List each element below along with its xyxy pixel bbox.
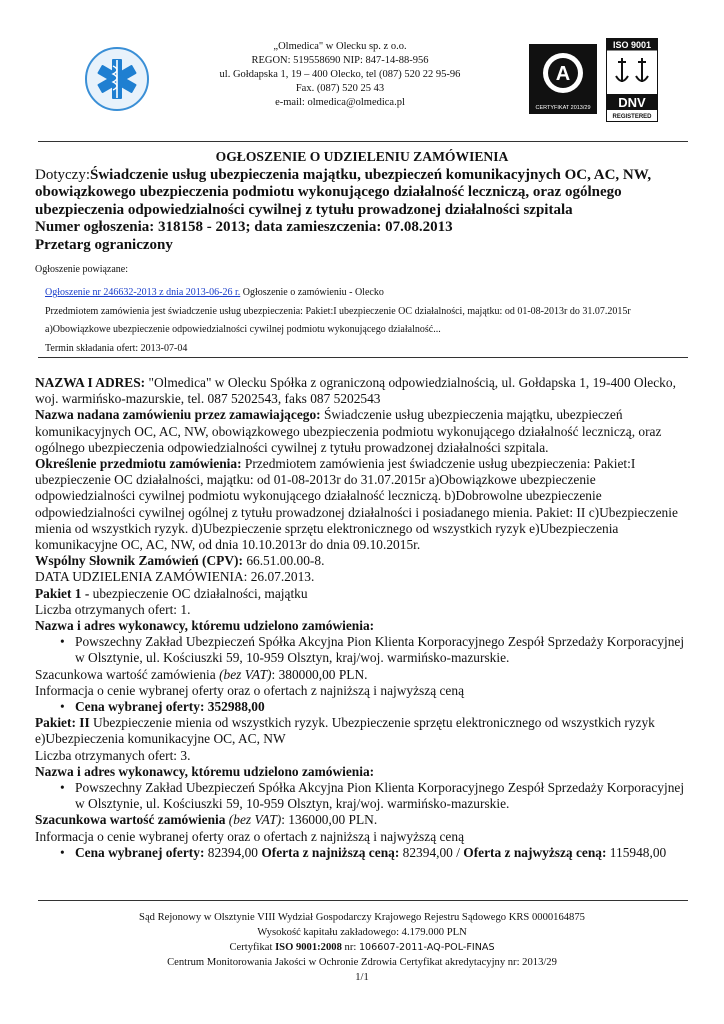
svg-text:A: A bbox=[555, 63, 571, 85]
order-name: Nazwa nadana zamówieniu przez zamawiającego: Świadczenie usług ubezpieczenia majątku, ubezpieczeń komunikacyjnych OC, AC, NW, obowiązkowego ubezpieczenia podmiotu wykonującego działalność leczniczą, oraz ogólnego ubezpieczenia odpowiedzialności cywilnej z tytułu prowadzonej działalności szpitala. bbox=[35, 407, 662, 455]
related-desc-1: Przedmiotem zamówienia jest świadczenie usług ubezpieczenia: Pakiet:I ubezpieczenie OC działalności, majątku: od 01-08-2013r do 31.07.2015r bbox=[45, 305, 631, 317]
package-2-price: • Cena wybranej oferty: 82394,00 Oferta z najniższą ceną: 82394,00 / Oferta z najwyższą ceną: 115948,00 bbox=[75, 845, 689, 861]
footer-capital: Wysokość kapitału zakładowego: 4.179.000 PLN bbox=[257, 927, 467, 938]
notice-subject bbox=[35, 167, 685, 254]
package-2-contractor-label: Nazwa i adres wykonawcy, któremu udzielono zamówienia: bbox=[35, 763, 375, 779]
package-2-offers: Liczba otrzymanych ofert: 3. bbox=[35, 747, 191, 763]
footer-cert: Certyfikat ISO 9001:2008 nr: 106607-2011-AQ-POL-FINAS bbox=[229, 942, 495, 953]
company-address: ul. Gołdapska 1, 19 – 400 Olecko, tel (087) 520 22 95-96 bbox=[219, 69, 461, 80]
package-1-offers: Liczba otrzymanych ofert: 1. bbox=[35, 601, 191, 617]
page-number: 1/1 bbox=[355, 972, 369, 983]
company-name: „Olmedica" w Olecku sp. z o.o. bbox=[273, 41, 407, 52]
company-regon: REGON: 519558690 NIP: 847-14-88-956 bbox=[251, 55, 429, 66]
name-address: NAZWA I ADRES: "Olmedica" w Olecku Spółka z ograniczoną odpowiedzialnością, ul. Gołdapska 1, 19-400 Olecko, woj. warmińsko-mazurskie, tel. 087 5202543, faks 087 5202543 bbox=[35, 375, 676, 407]
page-footer bbox=[0, 910, 724, 985]
cert-q-label: CERTYFIKAT 2013/29 bbox=[535, 105, 591, 111]
package-2-estimate: Szacunkowa wartość zamówienia (bez VAT): 136000,00 PLN. bbox=[35, 812, 378, 828]
dnv-label: DNV bbox=[618, 95, 646, 110]
page-title: OGŁOSZENIE O UDZIELENIU ZAMÓWIENIA bbox=[215, 149, 509, 164]
subject-text: Świadczenie usług ubezpieczenia majątku, ubezpieczeń komunikacyjnych OC, AC, NW, obowiązkowego ubezpieczenia podmiotu wykonującego działalność leczniczą, oraz ogólnego ubezpieczenia odpowiedzialności cywilnej z tytułu prowadzonej działalności szpitala bbox=[35, 167, 652, 218]
company-header bbox=[160, 40, 520, 110]
package-1-price: • Cena wybranej oferty: 352988,00 bbox=[75, 699, 689, 715]
notice-number: Numer ogłoszenia: 318158 - 2013; data zamieszczenia: 07.08.2013 bbox=[35, 219, 453, 236]
header-divider bbox=[38, 141, 688, 142]
related-deadline: Termin składania ofert: 2013-07-04 bbox=[45, 342, 188, 354]
order-subject: Określenie przedmiotu zamówienia: Przedmiotem zamówienia jest świadczenie usług ubezpieczenia: Pakiet:I ubezpieczenie OC działalności, majątku: od 01-08-2013r do 31.07.2015r a)Obowiązkowe ubezpieczenie odpowiedzialności cywilnej podmiotu wykonującego działalność leczniczą. b)Dobrowolne ubezpieczenie odpowiedzialności cywilnej ogólnej z tytułu prowadzonej działalności i posiadanego mienia. Pakiet: II c)Ubezpieczenie mienia od wszystkich ryzyk. d)Ubezpieczenie sprzętu elektronicznego od wszystkich ryzyk e)Ubezpieczenia komunikacyjne OC, AC, NW, od dnia 10.10.2013r do dnia 09.10.2015r. bbox=[35, 456, 678, 553]
related-divider bbox=[38, 357, 688, 358]
notice-body bbox=[35, 375, 689, 861]
package-1-price-info: Informacja o cenie wybranej oferty oraz o ofertach z najniższą i najwyższą ceną bbox=[35, 682, 465, 698]
package-1-contractor: • Powszechny Zakład Ubezpieczeń Spółka Akcyjna Pion Klienta Korporacyjnego Zespół Sprzedaży Korporacyjnej w Olsztynie, ul. Kościuszki 59, 10-959 Olsztyn, kraj/woj. warmińsko-mazurskie. bbox=[75, 634, 689, 666]
footer-accreditation: Centrum Monitorowania Jakości w Ochronie Zdrowia Certyfikat akredytacyjny nr: 2013/29 bbox=[167, 957, 557, 968]
subject-prefix: Dotyczy: bbox=[35, 167, 90, 183]
footer-court: Sąd Rejonowy w Olsztynie VIII Wydział Gospodarczy Krajowego Rejestru Sądowego KRS 0000164875 bbox=[139, 912, 585, 923]
related-desc-2: a)Obowiązkowe ubezpieczenie odpowiedzialności cywilnej podmiotu wykonującego działalność... bbox=[45, 324, 441, 335]
olmedica-logo bbox=[84, 46, 150, 112]
related-link-suffix: Ogłoszenie o zamówieniu - Olecko bbox=[240, 287, 384, 298]
iso-dnv-logo bbox=[606, 38, 658, 122]
subject-line bbox=[35, 167, 685, 219]
package-1: Pakiet 1 - ubezpieczenie OC działalności, majątku bbox=[35, 585, 308, 601]
related-notice-link[interactable]: Ogłoszenie nr 246632-2013 z dnia 2013-06-26 r. bbox=[45, 287, 241, 298]
related-label: Ogłoszenie powiązane: bbox=[35, 264, 129, 275]
award-date: DATA UDZIELENIA ZAMÓWIENIA: 26.07.2013. bbox=[35, 569, 315, 585]
tender-mode: Przetarg ograniczony bbox=[35, 236, 173, 253]
package-1-estimate: Szacunkowa wartość zamówienia (bez VAT): 380000,00 PLN. bbox=[35, 666, 368, 682]
company-email: e-mail: olmedica@olmedica.pl bbox=[275, 97, 405, 108]
package-2: Pakiet: II Ubezpieczenie mienia od wszystkich ryzyk. Ubezpieczenie sprzętu elektronicznego od wszystkich ryzyk e)Ubezpieczenia komunikacyjne OC, AC, NW bbox=[35, 715, 655, 747]
package-2-price-info: Informacja o cenie wybranej oferty oraz o ofertach z najniższą i najwyższą ceną bbox=[35, 828, 465, 844]
package-2-contractor: • Powszechny Zakład Ubezpieczeń Spółka Akcyjna Pion Klienta Korporacyjnego Zespół Sprzedaży Korporacyjnej w Olsztynie, ul. Kościuszki 59, 10-959 Olsztyn, kraj/woj. warmińsko-mazurskie. bbox=[75, 780, 689, 812]
related-notice bbox=[45, 284, 695, 358]
cpv-code: Wspólny Słownik Zamówień (CPV): 66.51.00.00-8. bbox=[35, 553, 325, 569]
iso-label: ISO 9001 bbox=[612, 40, 652, 50]
quality-cert-logo bbox=[528, 43, 598, 115]
company-fax: Fax. (087) 520 25 43 bbox=[295, 83, 385, 94]
package-1-contractor-label: Nazwa i adres wykonawcy, któremu udzielono zamówienia: bbox=[35, 618, 375, 634]
registered-label: REGISTERED bbox=[612, 114, 652, 120]
footer-divider bbox=[38, 900, 688, 901]
